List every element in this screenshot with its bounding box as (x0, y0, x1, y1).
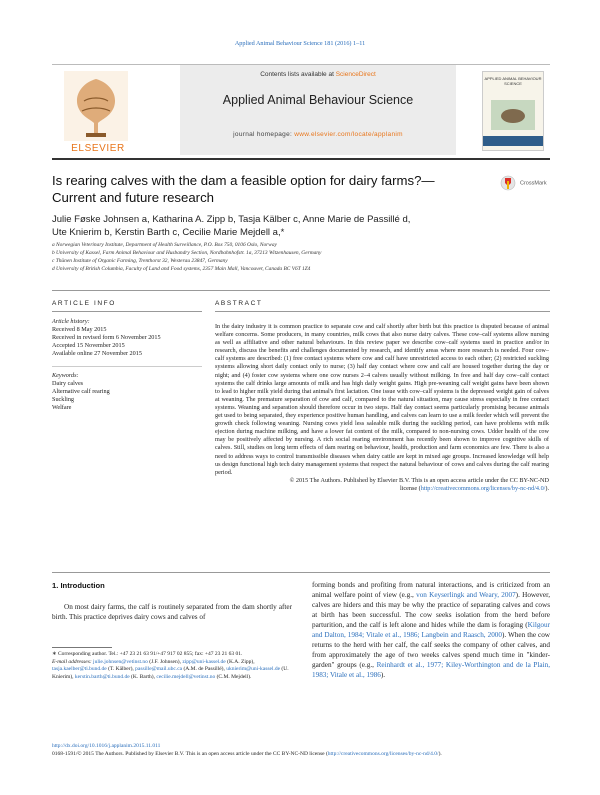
email-owner: (K. Barth), (129, 673, 157, 680)
history-label: Article history: (52, 318, 90, 325)
author-list (52, 213, 472, 239)
authors-line-2: Ute Knierim b, Kerstin Barth c, Cecilie Marie Mejdell a,* (52, 227, 285, 238)
keyword-item: Welfare (52, 404, 72, 412)
affiliation-c: c Thünen Institute of Organic Farming, Trenthorst 32, Westerau 23847, Germany (52, 258, 228, 264)
journal-title-panel (180, 65, 456, 155)
issn-license-link[interactable]: http://creativecommons.org/licenses/by-nc-nd/4.0/ (327, 750, 439, 757)
sciencedirect-link[interactable]: ScienceDirect (335, 71, 376, 78)
cover-title: APPLIED ANIMAL BEHAVIOUR SCIENCE (484, 76, 542, 86)
email-link[interactable]: tasja.kaelber@ti.bund.de (52, 666, 107, 673)
license-line-2: license (http://creativecommons.org/licenses/by-nc-nd/4.0/). (399, 484, 549, 492)
email-addresses: E-mail addresses: julie.johnsen@vetinst.no (J.F. Johnsen), zipp@uni-kassel.de (K.A. Zipp), tasja.kaelber@ti.bund.de (T. Kälber), passille@mail.ubc.ca (A.M. de Passillé), uknierim@uni-kassel.de (U. Knierim), kerstin.barth@ti.bund.de (K. Barth), cecilie.mejdell@vetinst.no (C.M. Mejdell). (52, 658, 289, 680)
email-owner: (C.M. Mejdell). (215, 673, 252, 680)
journal-name: Applied Animal Behaviour Science (222, 93, 414, 107)
citation-link[interactable]: Reinhardt et al., 1977; Kiley-Worthington and de la Plain, 1983; Vitale et al., 1986 (312, 661, 551, 679)
email-owner: (U. Knierim), (52, 666, 289, 680)
keyword-item: Alternative calf rearing (52, 388, 110, 396)
crossmark-badge[interactable] (500, 174, 552, 192)
paragraph-text: ). However, calves are hiders and this may be why the practice of separating calves and cows at birth has been successful. The cow seeks isolation from the herd before parturition, and the calf is left alone and hides while the dam is foraging ( (312, 591, 550, 629)
license-line-1: © 2015 The Authors. Published by Elsevier B.V. This is an open access article under the CC BY-NC-ND (289, 476, 549, 484)
keyword-item: Dairy calves (52, 380, 84, 388)
keywords (52, 372, 202, 412)
issn-line: 0168-1591/© 2015 The Authors. Published by Elsevier B.V. This is an open access article under the CC BY-NC-ND license (http://creativecommons.org/licenses/by-nc-nd/4.0/). (52, 750, 442, 757)
publisher-wordmark: ELSEVIER (71, 143, 125, 154)
email-link[interactable]: kerstin.barth@ti.bund.de (74, 673, 130, 680)
cover-image (483, 86, 543, 146)
footnote-rule (52, 647, 112, 648)
paragraph-text: ). When the cow returns to the herd with her calf, the calf seeks the company of other calves, and from approximately the age of two weeks calves spend much time in "kinder-garden" groups (e.g., (312, 631, 550, 669)
abstract-body (215, 323, 549, 493)
journal-cover-thumbnail (482, 71, 544, 151)
paragraph-text: forming bonds and profiting from natural interactions, and is criticized from an animal welfare point of view (e.g., (312, 581, 550, 599)
article-info-heading: ARTICLE INFO (52, 300, 116, 307)
journal-citation[interactable]: Applied Animal Behaviour Science 181 (2016) 1–11 (234, 40, 366, 47)
elsevier-tree-logo (64, 71, 128, 141)
email-owner: (T. Kälber), (106, 666, 136, 673)
email-link[interactable]: passille@mail.ubc.ca (135, 666, 183, 673)
affiliation-rule (52, 290, 550, 291)
keywords-label: Keywords: (52, 372, 79, 379)
article-history (52, 318, 202, 358)
intro-left-paragraph: On most dairy farms, the calf is routinely separated from the dam shortly after birth. This practice deprives dairy cows and calves of (52, 603, 292, 621)
abstract-bottom-rule (52, 572, 550, 573)
header-rule (52, 158, 550, 160)
journal-banner (52, 64, 550, 157)
email-owner: (A.M. de Passillé), (182, 666, 227, 673)
license-link[interactable]: http://creativecommons.org/licenses/by-nc-nd/4.0/ (420, 484, 546, 492)
authors-line-1: Julie Føske Johnsen a, Katharina A. Zipp b, Tasja Kälber c, Anne Marie de Passillé d, (52, 214, 411, 225)
article-info-rule (52, 311, 202, 312)
citation-link[interactable]: von Keyserlingk and Weary, 2007 (416, 591, 516, 599)
keywords-rule (52, 366, 202, 367)
contents-line: Contents lists available at ScienceDirect (260, 71, 376, 78)
corresponding-author: ∗ Corresponding author. Tel.: +47 23 21 63 91/+47 917 02 855; fax: +47 23 21 63 01. (52, 651, 243, 657)
affiliation-b: b University of Kassel, Farm Animal Behaviour and Husbandry Section, Nordbahnhofstr. 1a, 37213 Witzenhausen, Germany (52, 250, 322, 256)
crossmark-icon (500, 175, 516, 191)
email-link[interactable]: uknierim@uni-kassel.de (226, 666, 281, 673)
affiliation-a: a Norwegian Veterinary Institute, Department of Health Surveillance, P.O. Box 750, 0106 Oslo, Norway (52, 242, 277, 248)
homepage-link[interactable]: www.elsevier.com/locate/applanim (294, 131, 403, 138)
article-title: Is rearing calves with the dam a feasible option for dairy farms?—Current and future research (52, 173, 435, 205)
history-revised: Received in revised form 6 November 2015 (52, 334, 161, 342)
email-link[interactable]: julie.johnsen@vetinst.no (93, 658, 148, 665)
history-accepted: Accepted 15 November 2015 (52, 342, 125, 350)
email-link[interactable]: cecilie.mejdell@vetinst.no (156, 673, 216, 680)
email-owner: (J.F. Johnsen), (147, 658, 183, 665)
doi-link[interactable]: http://dx.doi.org/10.1016/j.applanim.2015.11.011 (52, 743, 161, 749)
footnotes (52, 651, 292, 681)
email-owner: (K.A. Zipp), (225, 658, 255, 665)
crossmark-label: CrossMark (520, 180, 547, 187)
section-heading-introduction: 1. Introduction (52, 581, 105, 590)
article-identifiers (52, 743, 552, 758)
abstract-license (215, 477, 549, 493)
abstract-rule (215, 311, 550, 312)
abstract-heading: ABSTRACT (215, 300, 263, 307)
citation-link[interactable]: Kilgour and Dalton, 1984; Vitale et al., 1986; Langbein and Raasch, 2000 (312, 621, 550, 639)
paragraph-text: ). (380, 671, 386, 679)
keyword-item: Suckling (52, 396, 75, 404)
journal-homepage: journal homepage: www.elsevier.com/locate/applanim (233, 131, 403, 138)
history-received: Received 8 May 2015 (52, 326, 107, 334)
abstract-text: In the dairy industry it is common practice to separate cow and calf shortly after birth but this practice is disputed because of animal welfare concerns. Some producers, in many countries, milk cows that also nurse dairy calves. These cow–calf systems allow nursing as well as affiliative and other natural behaviours. In this review paper we describe cow–calf systems used in practice and/or in research, discuss the benefits and challenges documented by research, and identify areas where more research is needed. Four cow–calf systems are described: (1) free contact systems where cow and calf have unrestricted access to each other; (2) restricted suckling systems allowing short daily contact only to nurse; (3) half day contact where cow and calf are housed together during the day or night; and (4) foster cow systems where one cow nurses 2–4 calves usually without milking. In free and half day cow–calf contact systems the calf drinks large amounts of milk and has high daily weight gains. High pre-weaning calf weight gains have been shown to lead to higher milk yield during that animal's first lactation. One issue with cow–calf systems is the depressed weight gain of calves at weaning. The premature separation of cow and calf, compared to the natural situation, may cause stress especially in free contact systems. Weaning and separation should therefore occur in two steps. Half day contact seems particularly promising because animals get used to being separated, they experience positive human handling, and calves can learn to use a milk feeder which will prevent the growth check following weaning. Nursing cows yield less saleable milk during the suckling period, can have problems with milk ejection during machine milking, and have a lower fat content of the milk, compared to non-nursing cows. Udder health of the cow may be positively affected by nursing. A rich social rearing environment has recently been shown to improve cognitive skills of calves. Still, studies on long term effects of dam rearing on behaviour, health, production and farm economics are few. There is also a need to address ways to control transmissible diseases when dairy cattle are kept in mixed age groups. Increased knowledge will help us design functional high tech dairy management systems that respect the natural behaviour of cows and calves during the calf rearing period. (215, 323, 549, 476)
affiliation-d: d University of British Columbia, Faculty of Land and Food systems, 2357 Main Mall, Vancouver, Canada BC V6T 1Z4 (52, 266, 311, 272)
email-link[interactable]: zipp@uni-kassel.de (182, 658, 226, 665)
intro-right-paragraph (312, 580, 550, 680)
history-online: Available online 27 November 2015 (52, 350, 142, 358)
affiliations (52, 241, 512, 273)
